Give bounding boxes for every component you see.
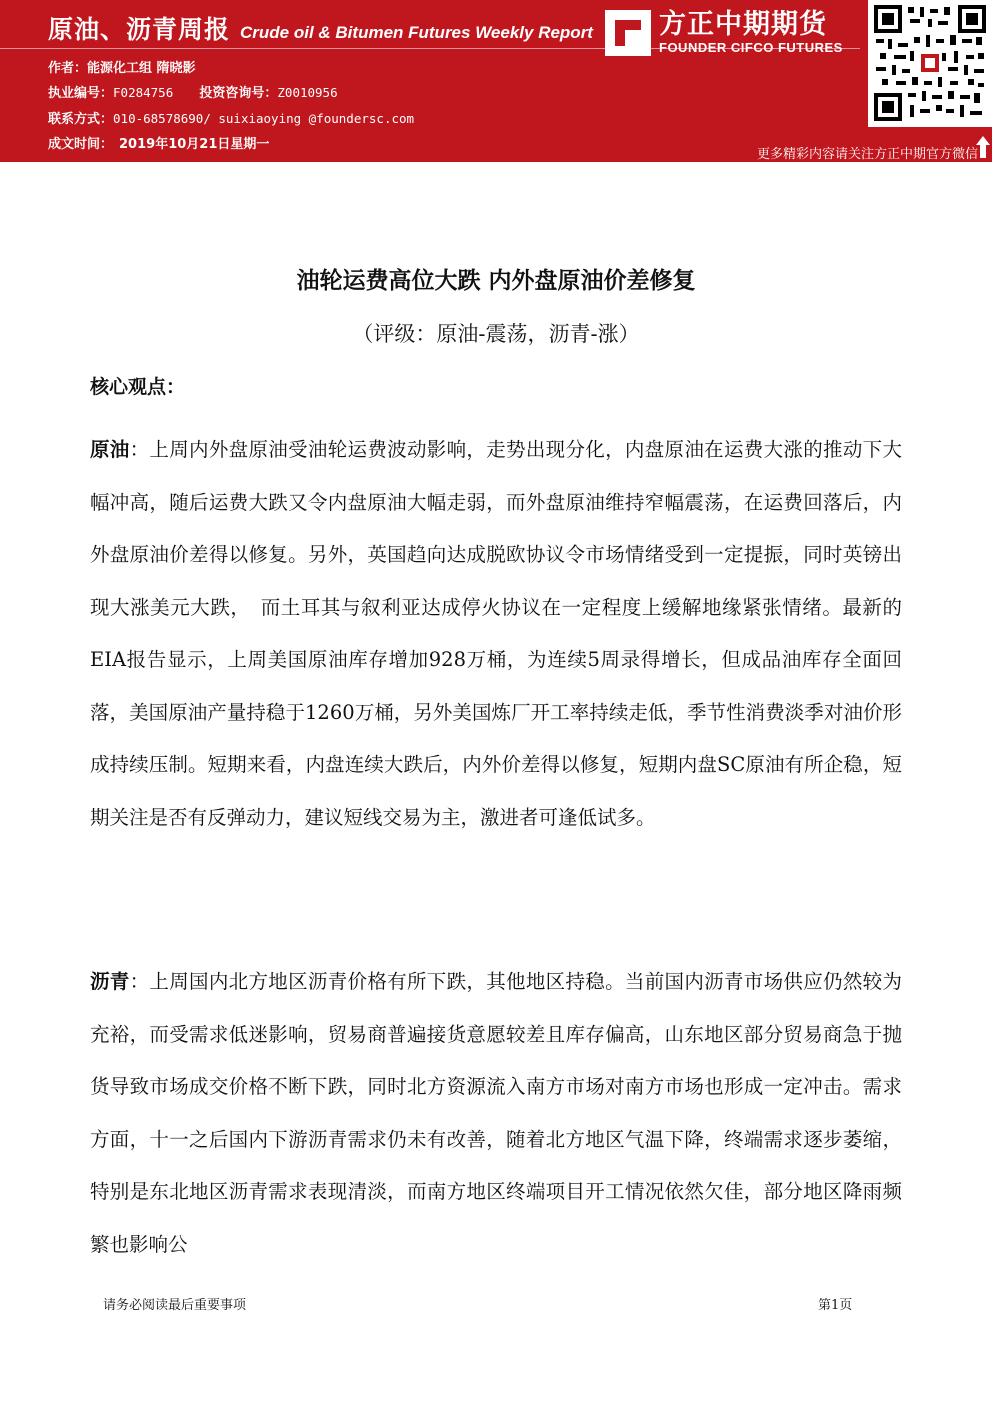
date-value: 2019年10月21日星期一 (119, 137, 270, 152)
author-value: 能源化工组 隋晓影 (87, 61, 196, 76)
header-title (48, 10, 593, 44)
license-label: 执业编号： (48, 86, 114, 101)
license-value: F0284756 (113, 85, 174, 100)
date-line (48, 133, 269, 152)
bitumen-lead: 沥青 (90, 970, 130, 993)
report-title: 油轮运费高位大跌 内外盘原油价差修复 (296, 268, 696, 294)
report-header (0, 0, 992, 162)
logo-name-en: FOUNDER CIFCO FUTURES (659, 40, 843, 55)
advisory-label: 投资咨询号： (199, 86, 278, 101)
contact-line (48, 108, 414, 127)
bitumen-paragraph (90, 956, 902, 1271)
contact-value: 010-68578690/ suixiaoying @foundersc.com (113, 111, 415, 126)
company-logo (605, 5, 860, 60)
footer-notice: 请务必阅读最后重要事项 (103, 1298, 247, 1313)
page-number: 第1页 (818, 1298, 853, 1313)
report-rating: （评级：原油-震荡，沥青-涨） (352, 322, 640, 346)
date-label: 成文时间： (48, 137, 114, 152)
contact-label: 联系方式： (48, 112, 114, 127)
crude-oil-text: ：上周内外盘原油受油轮运费波动影响，走势出现分化，内盘原油在运费大涨的推动下大幅冲高，随后运费大跌又令内盘原油大幅走弱，而外盘原油维持窄幅震荡，在运费回落后，内外盘原油价差得以修复。另外，英国趋向达成脱欧协议令市场情绪受到一定提振，同时英镑出现大涨美元大跌， 而土耳其与叙利亚达成停火协议在一定程度上缓解地缘紧张情绪。最新的EIA报告显示，上周美国原油库存增加928万桶，为连续5周录得增长，但成品油库存全面回落，美国原油产量持稳于1260万桶，另外美国炼厂开工率持续走低，季节性消费淡季对油价形成持续压制。短期来看，内盘连续大跌后，内外价差得以修复，短期内盘SC原油有所企稳，短期关注是否有反弹动力，建议短线交易为主，激进者可逢低试多。 (90, 438, 902, 829)
advisory-value: Z0010956 (277, 85, 338, 100)
logo-name-cn: 方正中期期货 (659, 9, 827, 40)
bitumen-text: ：上周国内北方地区沥青价格有所下跌，其他地区持稳。当前国内沥青市场供应仍然较为充裕，而受需求低迷影响，贸易商普遍接货意愿较差且库存偏高，山东地区部分贸易商急于抛货导致市场成交价格不断下跌，同时北方资源流入南方市场对南方市场也形成一定冲击。需求方面，十一之后国内下游沥青需求仍未有改善，随着北方地区气温下降，终端需求逐步萎缩，特别是东北地区沥青需求表现清淡，而南方地区终端项目开工情况依然欠佳，部分地区降雨频繁也影响公 (90, 970, 902, 1256)
logo-mark-icon (605, 10, 651, 56)
follow-wechat-text: 更多精彩内容请关注方正中期官方微信 (756, 147, 978, 162)
header-title-cn: 原油、沥青周报 (48, 15, 231, 44)
wechat-qr-code (868, 0, 992, 127)
crude-oil-paragraph (90, 424, 902, 844)
author-line (48, 57, 196, 76)
arrow-up-icon (976, 136, 990, 158)
qr-code-icon (874, 5, 986, 121)
crude-oil-lead: 原油 (90, 438, 130, 461)
license-line (48, 82, 338, 101)
core-view-heading: 核心观点： (90, 376, 186, 398)
header-title-en: Crude oil & Bitumen Futures Weekly Report (240, 23, 593, 42)
author-label: 作者： (48, 61, 88, 76)
